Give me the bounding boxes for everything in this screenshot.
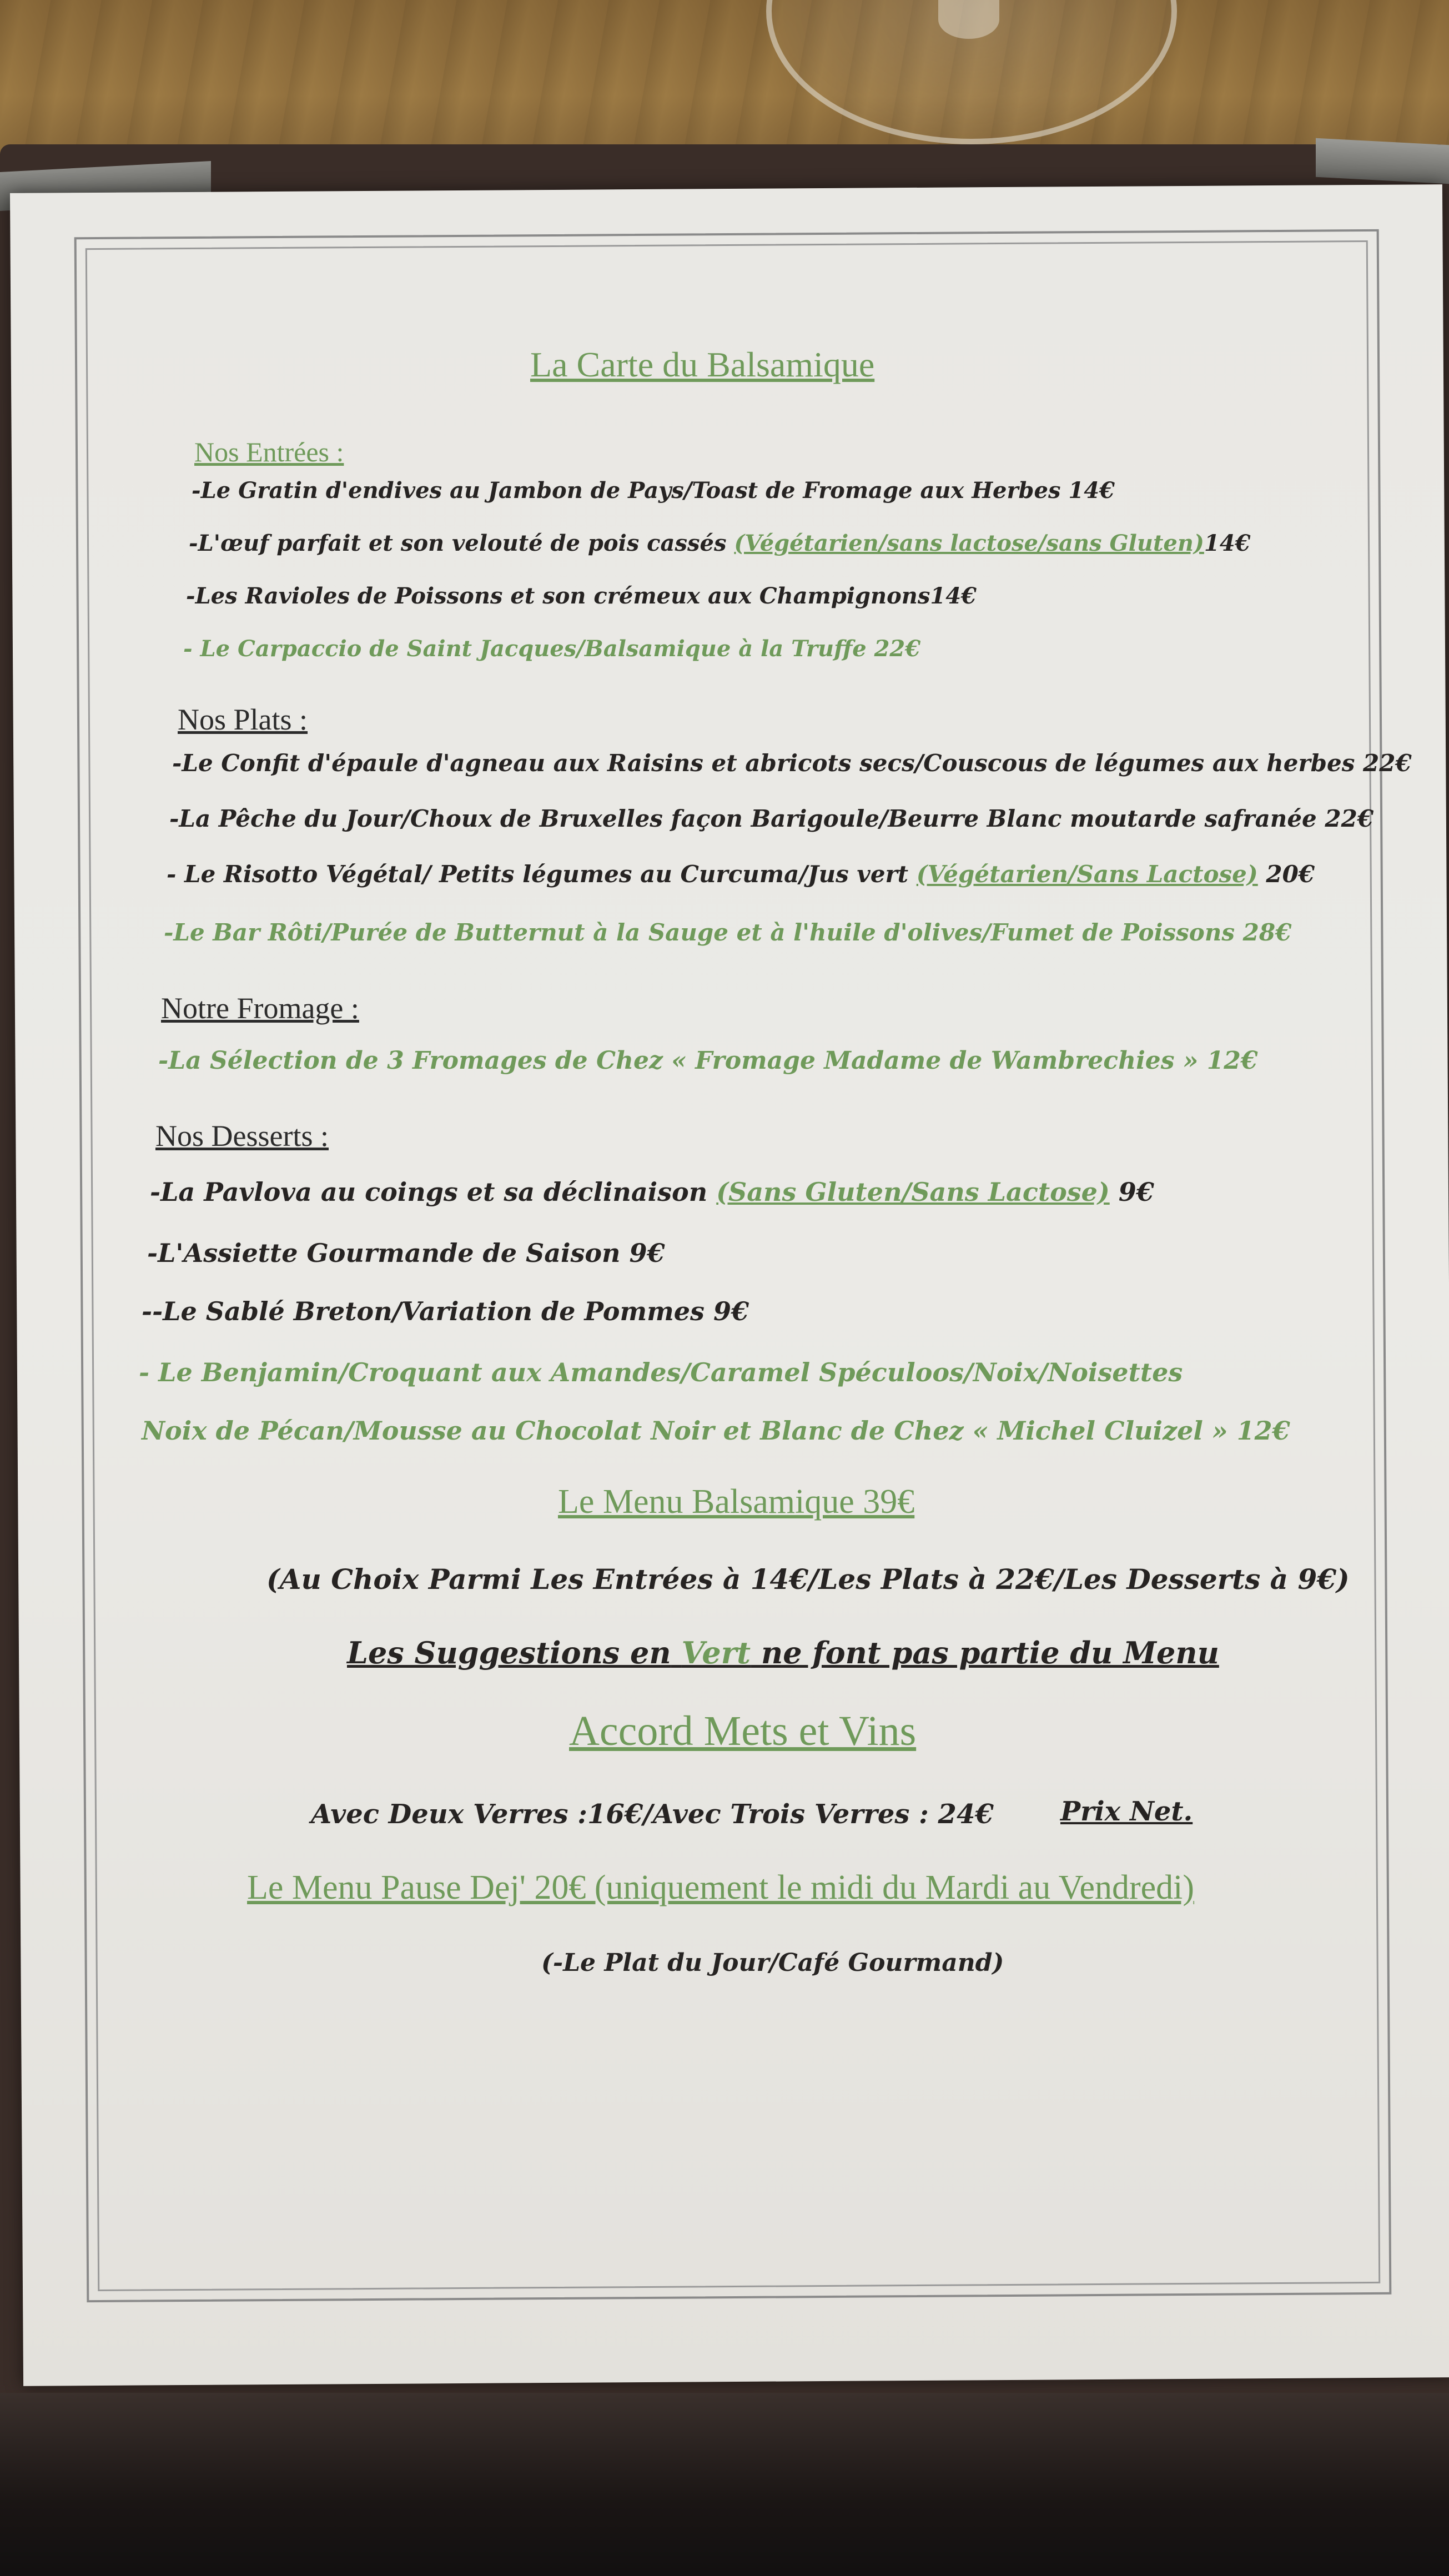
entrees-heading: Nos Entrées : (194, 436, 344, 467)
plat-item-1: -Le Confit d'épaule d'agneau aux Raisins et abricots secs/Couscous de légumes aux herbes 22€ (172, 749, 1412, 777)
dessert-item-4: - Le Benjamin/Croquant aux Amandes/Caramel Spéculoos/Noix/Noisettes (139, 1357, 1183, 1387)
entree-item-2 (189, 530, 1250, 556)
entree-item-1: -Le Gratin d'endives au Jambon de Pays/Toast de Fromage aux Herbes 14€ (192, 477, 1115, 504)
menu-suggestions-note (347, 1635, 1219, 1671)
dessert-item-2: -L'Assiette Gourmande de Saison 9€ (147, 1238, 665, 1268)
desserts-heading: Nos Desserts : (155, 1119, 329, 1153)
plat-item-4: -Le Bar Rôti/Purée de Butternut à la Sauge et à l'huile d'olives/Fumet de Poissons 28€ (164, 919, 1292, 946)
entree-item-2-price: 14€ (1204, 530, 1251, 556)
plats-heading: Nos Plats : (178, 703, 308, 736)
plat-item-3-price: 20€ (1266, 861, 1315, 888)
pause-dej-title: Le Menu Pause Dej' 20€ (uniquement le midi du Mardi au Vendredi) (247, 1869, 1195, 1906)
accord-prices: Avec Deux Verres :16€/Avec Trois Verres : 24€ (311, 1799, 994, 1830)
dessert-item-1-price: 9€ (1118, 1177, 1154, 1207)
note-before: Les Suggestions en (347, 1635, 671, 1671)
wine-glass-stem (938, 0, 999, 39)
menu-title: La Carte du Balsamique (530, 345, 875, 384)
dessert-item-4-continued: Noix de Pécan/Mousse au Chocolat Noir et Blanc de Chez « Michel Cluizel » 12€ (142, 1416, 1290, 1446)
entree-item-4: - Le Carpaccio de Saint Jacques/Balsamique à la Truffe 22€ (183, 636, 921, 662)
prix-net: Prix Net. (1060, 1796, 1193, 1827)
menu-balsamique-choice: (Au Choix Parmi Les Entrées à 14€/Les Plats à 22€/Les Desserts à 9€) (266, 1563, 1350, 1596)
entree-item-2-diet: (Végétarien/sans lactose/sans Gluten) (734, 530, 1204, 556)
note-after: ne font pas partie du Menu (761, 1635, 1219, 1671)
plat-item-3-diet: (Végétarien/Sans Lactose) (916, 861, 1258, 888)
fromage-item-1: -La Sélection de 3 Fromages de Chez « Fromage Madame de Wambrechies » 12€ (158, 1046, 1258, 1075)
dessert-item-1 (150, 1177, 1154, 1207)
accord-title: Accord Mets et Vins (569, 1708, 917, 1754)
menu-balsamique-title: Le Menu Balsamique 39€ (558, 1483, 915, 1521)
folder-corner-right (1316, 138, 1449, 184)
table-bottom (0, 2393, 1449, 2576)
note-green-word: Vert (681, 1635, 751, 1671)
plat-item-3 (167, 861, 1315, 888)
dessert-item-3: --Le Sablé Breton/Variation de Pommes 9€ (142, 1296, 749, 1326)
pause-dej-detail: (-Le Plat du Jour/Café Gourmand) (541, 1949, 1004, 1977)
entree-item-2-name: -L'œuf parfait et son velouté de pois cassés (189, 530, 727, 556)
plat-item-3-name: - Le Risotto Végétal/ Petits légumes au Curcuma/Jus vert (167, 861, 909, 888)
dessert-item-1-diet: (Sans Gluten/Sans Lactose) (716, 1177, 1110, 1207)
fromage-heading: Notre Fromage : (161, 992, 359, 1025)
entree-item-3: -Les Ravioles de Poissons et son crémeux aux Champignons14€ (186, 583, 977, 609)
dessert-item-1-name: -La Pavlova au coings et sa déclinaison (150, 1177, 708, 1207)
plat-item-2: -La Pêche du Jour/Choux de Bruxelles façon Barigoule/Beurre Blanc moutarde safranée 22€ (169, 805, 1374, 832)
